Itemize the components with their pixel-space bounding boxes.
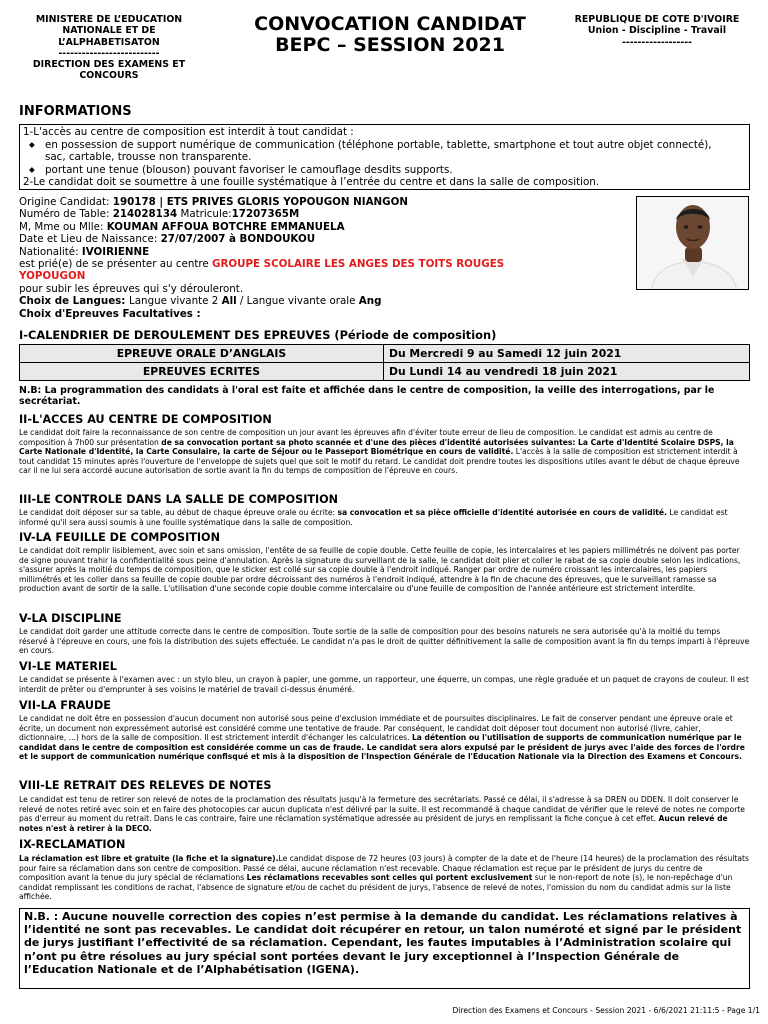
section-7-title: VII-LA FRAUDE [19, 699, 111, 712]
section-8-text [19, 795, 750, 833]
info-bullet-text: ◆ en possession de support numérique de communication (téléphone portable, tablette, smartphone et tout autre objet connecté), [45, 138, 712, 151]
exam-center-name: GROUPE SCOLAIRE LES ANGES DES TOITS ROUGES [212, 258, 505, 271]
info-line-1: 1-L'accès au centre de composition est interdit à tout candidat : [23, 126, 354, 138]
section-4-text: Le candidat doit remplir lisiblement, avec soin et sans omission, l'entête de sa feuille de copie double. Cette feuille de copie, les intercalaires et les papiers millimétrés ne doivent pas porter de signe pouvant trahir la confidentialité sous peine d'annulation. Après la signature du surveillant de la salle, le candidat doit plier et coller le rabat de sa copie double selon les indications, s'assurer après la moitié du temps de composition, que le sticker est collé sur sa copie double à l'endroit indiqué. Ranger par ordre de numéro croissant les intercalaires, les papiers millimétrés et les coller dans sa feuille de copie double par ordre décroissant des numéros à l'endroit indiqué, attendre à la fin de chacune des épreuves, que le surveillant ramasse sa production avant de sortir de la salle. L'utilisation d'une seconde copie double comme intercalaire ou d'une feuille de composition de l'année antérieure est strictement interdite. [19, 546, 741, 593]
name-label: M, Mme ou Mlle: [19, 220, 107, 233]
epreuve-cell: EPREUVES ECRITES [20, 363, 384, 381]
info-bullet [23, 139, 746, 164]
birth-label: Date et Lieu de Naissance: [19, 233, 161, 246]
republic-line: REPUBLIQUE DE COTE D'IVOIRE [574, 14, 740, 25]
ministry-divider: -------------------------- [58, 47, 160, 59]
section-5-title: V-LA DISCIPLINE [19, 612, 122, 625]
portrait-image [637, 197, 749, 290]
birth-value: 27/07/2007 à BONDOUKOU [160, 233, 316, 246]
section-text: L'accès à la salle de composition est strictement interdit à tout candidat 15 minutes après l'ouverture de l'enveloppe de sujets quel que soit le motif du retard. Le candidat doit prendre toutes les dispositions utiles avant le début de chaque épreuve car il ne lui sera accordé aucune autorisation de sortie avant la fin du temps de composition de l'épreuve en cours. [19, 447, 740, 475]
final-note-box: N.B. : Aucune nouvelle correction des copies n’est permise à la demande du candidat. Les réclamations relatives à l’identité ne sont pas recevables. Le candidat doit récupérer en retour, un talon numéroté et signé par le président de jurys justifiant l’effectivité de sa réclamation. Cependant, les fautes imputables à l’Administration scolaire qui n’ont pu être résolues au jury spécial sont portées devant le jury exceptionnel à l’Inspection Générale de l’Education Nationale et de l’Alphabétisation (IGENA). [19, 908, 750, 989]
ministry-line: NATIONALE ET DE [62, 25, 156, 37]
section-text: Le candidat doit faire la reconnaissance de son centre de composition un jour avant les épreuves afin d'éviter toute erreur de lieu de composition. Le candidat est admis au centre de composition à 7h00 sur présentation [19, 428, 713, 447]
section-text-bold: La détention ou l'utilisation de supports de communication numérique par le candidat dans le centre de composition est considérée comme un cas de fraude. Le candidat sera alors expulsé par le président de jurys avec l'aide des forces de l'ordre et le support de communication numérique confisqué et mis à la disposition de l'Inspection Générale de l'Education Nationale via la Direction des Examens et Concours. [19, 733, 745, 761]
date-cell: Du Lundi 14 au vendredi 18 juin 2021 [384, 363, 750, 381]
matricule-value: 17207365M [231, 208, 300, 221]
section-2-title: II-L'ACCES AU CENTRE DE COMPOSITION [19, 413, 272, 426]
informations-box [19, 124, 750, 190]
ministry-line: DIRECTION DES EXAMENS ET [32, 59, 186, 71]
calendar-table [19, 344, 750, 381]
oral-note: N.B: La programmation des candidats à l'oral est faite et affichée dans le centre de composition, la veille des interrogations, par le secrétariat. [19, 385, 715, 407]
candidate-details [19, 196, 619, 320]
title-line-1: CONVOCATION CANDIDAT [254, 13, 526, 35]
section-6-text: Le candidat se présente à l'examen avec : un stylo bleu, un crayon à papier, une gomme, un rapporteur, une équerre, un compas, une règle graduée et un paquet de crayons de couleur. Il est interdit de prêter ou d'emprunter à ses voisins le matériel de travail ci-dessus énuméré. [19, 675, 749, 694]
section-9-title: IX-RECLAMATION [19, 838, 126, 851]
matricule-label: Matricule: [177, 208, 232, 221]
ministry-line: CONCOURS [79, 70, 139, 82]
language-text: Langue vivante 2 [129, 295, 222, 308]
origin-value: 190178 | ETS PRIVES GLORIS YOPOUGON NIANGON [112, 196, 408, 208]
calendar-title: I-CALENDRIER DE DEROULEMENT DES EPREUVES (Période de composition) [19, 328, 497, 342]
epreuve-cell: EPREUVE ORALE D’ANGLAIS [20, 345, 384, 363]
ministry-line: MINISTERE DE L’EDUCATION [35, 14, 183, 25]
table-row [19, 208, 619, 220]
section-text: Le candidat est informé qu'il sera aussi soumis à une fouille systématique dans la salle de composition. [19, 508, 728, 527]
options-row [19, 308, 619, 320]
center-intro: est prié(e) de se présenter au centre [19, 258, 213, 271]
title-line-2: BEPC – SESSION 2021 [275, 34, 505, 56]
section-text-bold: La réclamation est libre et gratuite (la fiche et la signature). [19, 854, 279, 863]
origin-row [19, 196, 619, 208]
exam-center-name-cont: YOPOUGON [19, 270, 86, 283]
info-bullet-text: sac, cartable, trousse non transparente. [45, 151, 252, 163]
informations-title: INFORMATIONS [19, 104, 132, 119]
date-cell: Du Mercredi 9 au Samedi 12 juin 2021 [384, 345, 750, 363]
center-row [19, 258, 619, 270]
language-text: / Langue vivante orale [236, 295, 359, 308]
section-text: Le candidat est tenu de retirer son relevé de notes de la proclamation des résultats jusqu'à la fermeture des secrétariats. Passé ce délai, il s'adresse à sa DREN ou DDEN. Il doit conserver le relevé de notes retiré avec soin et en faire des photocopies car aucun duplicata n'est délivré par la suite. Il est recommandé à chaque candidat de vérifier que le relevé de notes ne comporte pas d'erreur au moment du retrait. Dans le cas contraire, faire une réclamation systématique adressée au président de jurys en remplissant la fiche conçue à cet effet. [19, 795, 745, 823]
ministry-block [18, 14, 200, 82]
language-value: All [221, 295, 237, 308]
languages-row [19, 295, 619, 307]
section-3-title: III-LE CONTROLE DANS LA SALLE DE COMPOSITION [19, 493, 339, 506]
section-9-text [19, 854, 750, 902]
name-value: KOUMAN AFFOUA BOTCHRE EMMANUELA [106, 220, 345, 233]
name-row [19, 221, 619, 233]
nationality-row [19, 246, 619, 258]
motto-line: Union - Discipline - Travail [587, 25, 727, 37]
section-text-bold: de sa convocation portant sa photo scannée et d'une des pièces d'identité autorisées suivantes: La Carte d'Identité Scolaire DSPS, la Carte Nationale d'Identité, la Carte Consulaire, la carte de Séjour ou le Passeport Biométrique en cours de validité. [19, 437, 734, 456]
section-text: Le candidat dispose de 72 heures (03 jours) à compter de la date et de l'heure (14 heures) de la proclamation des résultats pour faire sa réclamation dans son centre de composition. Passé ce délai, aucune réclamation n'est recevable. Chaque réclamation est reçue par le président de jurys du centre de composition avant la tenue du jury spécial de réclamations [19, 854, 749, 882]
info-bullet-text: portant une tenue (blouson) pouvant favoriser le camouflage desdits supports. [45, 163, 453, 176]
undergo-text: pour subir les épreuves qui s'y dérouleront. [19, 282, 244, 295]
document-title [230, 14, 550, 56]
section-8-title: VIII-LE RETRAIT DES RELEVES DE NOTES [19, 779, 272, 792]
candidate-photo [636, 196, 749, 290]
ministry-line: L’ALPHABETISATON [58, 36, 160, 48]
document-header [18, 14, 748, 90]
nationality-label: Nationalité: [19, 245, 82, 258]
section-text-bold: Aucun relevé de notes n'est à retirer à la DECO. [19, 814, 728, 833]
section-7-text [19, 714, 750, 762]
info-line-2: 2-Le candidat doit se soumettre à une fouille systématique à l’entrée du centre et dans la salle de composition. [23, 176, 600, 188]
section-3-text [19, 508, 750, 527]
section-6-title: VI-LE MATERIEL [19, 660, 117, 673]
table-row [20, 363, 750, 381]
section-text: sur le non-report de note (s), le non-repêchage d'un candidat remplissant les conditions de rachat, l'absence de signature et/ou de cachet du président de jurys, l'absence de relevé de notes, l'omission du nom du candidat admis sur la liste affichée. [19, 873, 733, 901]
section-text-bold: Les réclamations recevables sont celles qui portent exclusivement [246, 873, 533, 882]
languages-label: Choix de Langues: [19, 295, 130, 308]
language-value: Ang [358, 295, 382, 308]
section-text-bold: sa convocation et sa pièce officielle d'identité autorisée en cours de validité. [337, 508, 667, 517]
republic-block [566, 14, 748, 48]
nationality-value: IVOIRIENNE [81, 245, 150, 258]
origin-label: Origine Candidat: [19, 196, 113, 208]
table-number-label: Numéro de Table: [19, 208, 113, 221]
info-bullet [23, 164, 746, 177]
options-label: Choix d'Epreuves Facultatives : [19, 307, 201, 320]
page-footer: Direction des Examens et Concours - Session 2021 - 6/6/2021 21:11:5 - Page 1/1 [452, 1006, 760, 1015]
table-row [20, 345, 750, 363]
table-number-value: 214028134 [112, 208, 178, 221]
section-4-title: IV-LA FEUILLE DE COMPOSITION [19, 531, 220, 544]
section-5-text: Le candidat doit garder une attitude correcte dans le centre de composition. Toute sortie de la salle de composition pour des besoins naturels ne sera autorisée qu'à la moitié du temps réservé à l'épreuve en cours, une fois la distribution des sujets effectuée. Le candidat n'a pas le droit de quitter définitivement la salle de composition avant la fin du temps imparti à l'épreuve en cours. [19, 627, 750, 655]
republic-divider: ------------------ [621, 36, 693, 48]
birth-row [19, 233, 619, 245]
section-2-text [19, 428, 750, 476]
section-text: Le candidat ne doit être en possession d'aucun document non autorisé sous peine d'exclusion immédiate et de poursuites disciplinaires. Le fait de conserver pendant une épreuve orale et écrite, un document non expressément autorisé est considéré comme une tentative de fraude. Par conséquent, le candidat doit déposer tout document non autorisé (livre, cahier, dictionnaire, ...) hors de la salle de composition. Il est strictement interdit d'échanger les calculatrices. [19, 714, 733, 742]
section-text: Le candidat doit déposer sur sa table, au début de chaque épreuve orale ou écrite: [19, 508, 338, 517]
